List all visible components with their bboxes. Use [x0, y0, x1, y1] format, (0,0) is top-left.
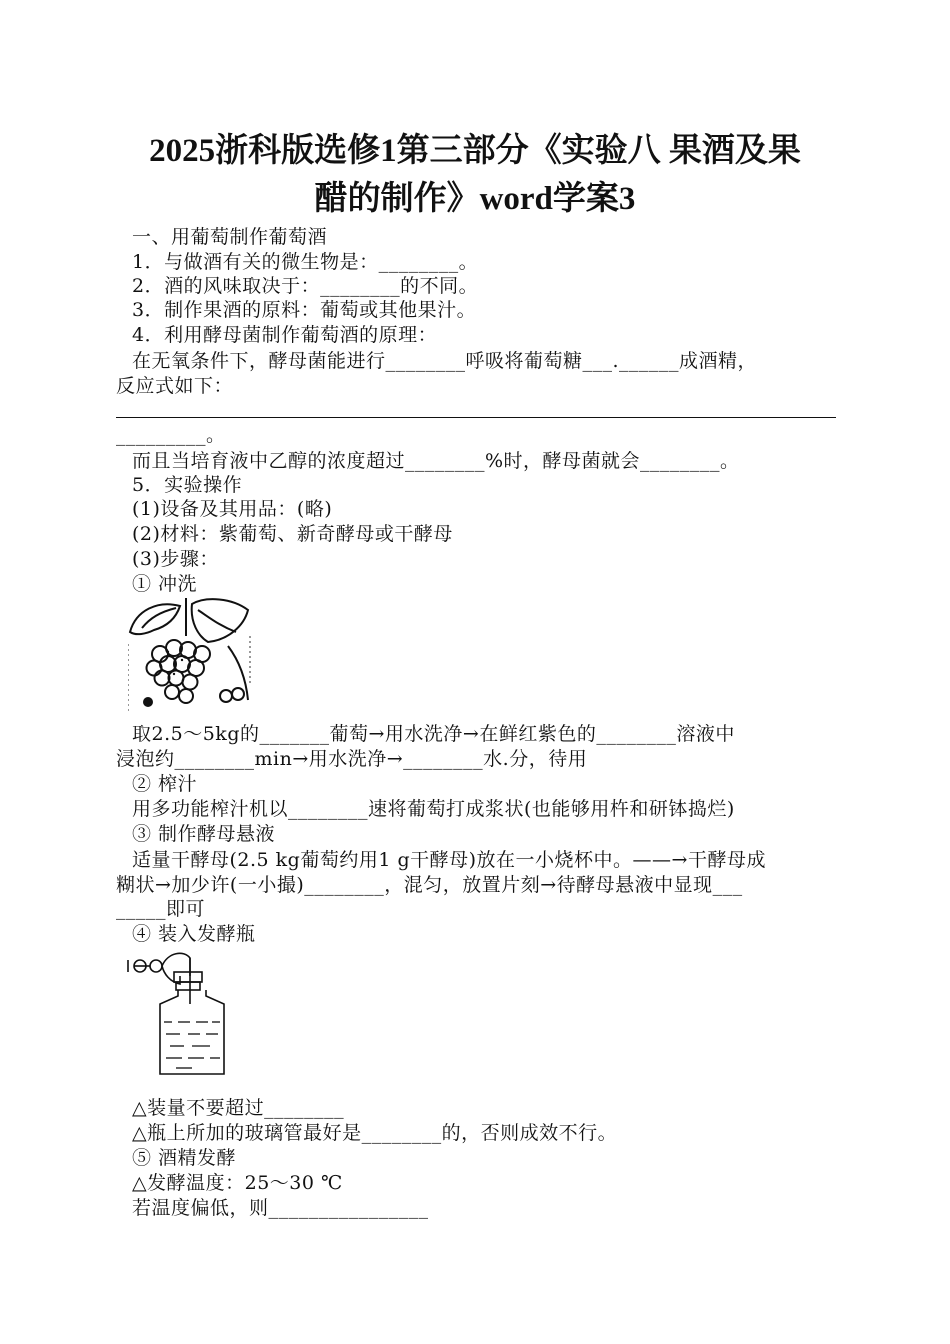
text-line: 而且当培育液中乙醇的浓度超过________%时，酵母菌就会________。: [132, 450, 740, 472]
text-line: 4．利用酵母菌制作葡萄酒的原理：: [132, 324, 438, 346]
text-line: ③ 制作酵母悬液: [132, 823, 276, 845]
text-line: 用多功能榨汁机以________速将葡萄打成浆状(也能够用杵和研钵捣烂): [132, 798, 735, 820]
text-line: 若温度偏低，则________________: [132, 1197, 429, 1219]
text-line: (2)材料：紫葡萄、新奇酵母或干酵母: [132, 523, 453, 545]
text-line: 2．酒的风味取决于：________的不同。: [132, 275, 479, 297]
text-line: 反应式如下：: [116, 375, 234, 397]
text-line: 3．制作果酒的原料：葡萄或其他果汁。: [132, 299, 477, 321]
doc-title-line-1: 2025浙科版选修1第三部分《实验八 果酒及果: [149, 133, 801, 169]
text-line: △发酵温度：25～30 ℃: [132, 1172, 343, 1194]
text-line: 5．实验操作: [132, 474, 243, 496]
text-line: (3)步骤：: [132, 548, 219, 570]
text-line: (1)设备及其用品：(略): [132, 498, 333, 520]
text-line: ② 榨汁: [132, 773, 198, 795]
text-line: 取2.5～5kg的_______葡萄→用水洗净→在鲜红紫色的________溶液中: [132, 723, 735, 745]
text-line: _________。: [116, 424, 226, 446]
text-line: 浸泡约________min→用水洗净→________水.分，待用: [116, 748, 588, 770]
text-line: ① 冲洗: [132, 573, 198, 595]
text-line: 适量干酵母(2.5 kg葡萄约用1 g干酵母)放在一小烧杯中。——→干酵母成: [132, 849, 766, 871]
text-line: 糊状→加少许(一小撮)________，混匀，放置片刻→待酵母悬液中显现___: [116, 874, 743, 896]
section-heading: 一、用葡萄制作葡萄酒: [132, 226, 328, 248]
text-line: 在无氧条件下，酵母菌能进行________呼吸将葡萄糖___.______成酒精，: [132, 350, 758, 372]
grape-illustration: [128, 596, 252, 714]
text-line: _____即可: [116, 898, 206, 920]
text-line: ④ 装入发酵瓶: [132, 923, 256, 945]
text-line: ⑤ 酒精发酵: [132, 1147, 237, 1169]
text-line: △瓶上所加的玻璃管最好是________的，否则成效不行。: [132, 1122, 618, 1144]
fermentation-bottle-illustration: [126, 944, 230, 1076]
text-line: 1．与做酒有关的微生物是：________。: [132, 251, 479, 273]
answer-blank-line: [116, 417, 836, 418]
text-line: △装量不要超过________: [132, 1097, 345, 1119]
doc-title-line-2: 醋的制作》word学案3: [314, 181, 636, 217]
